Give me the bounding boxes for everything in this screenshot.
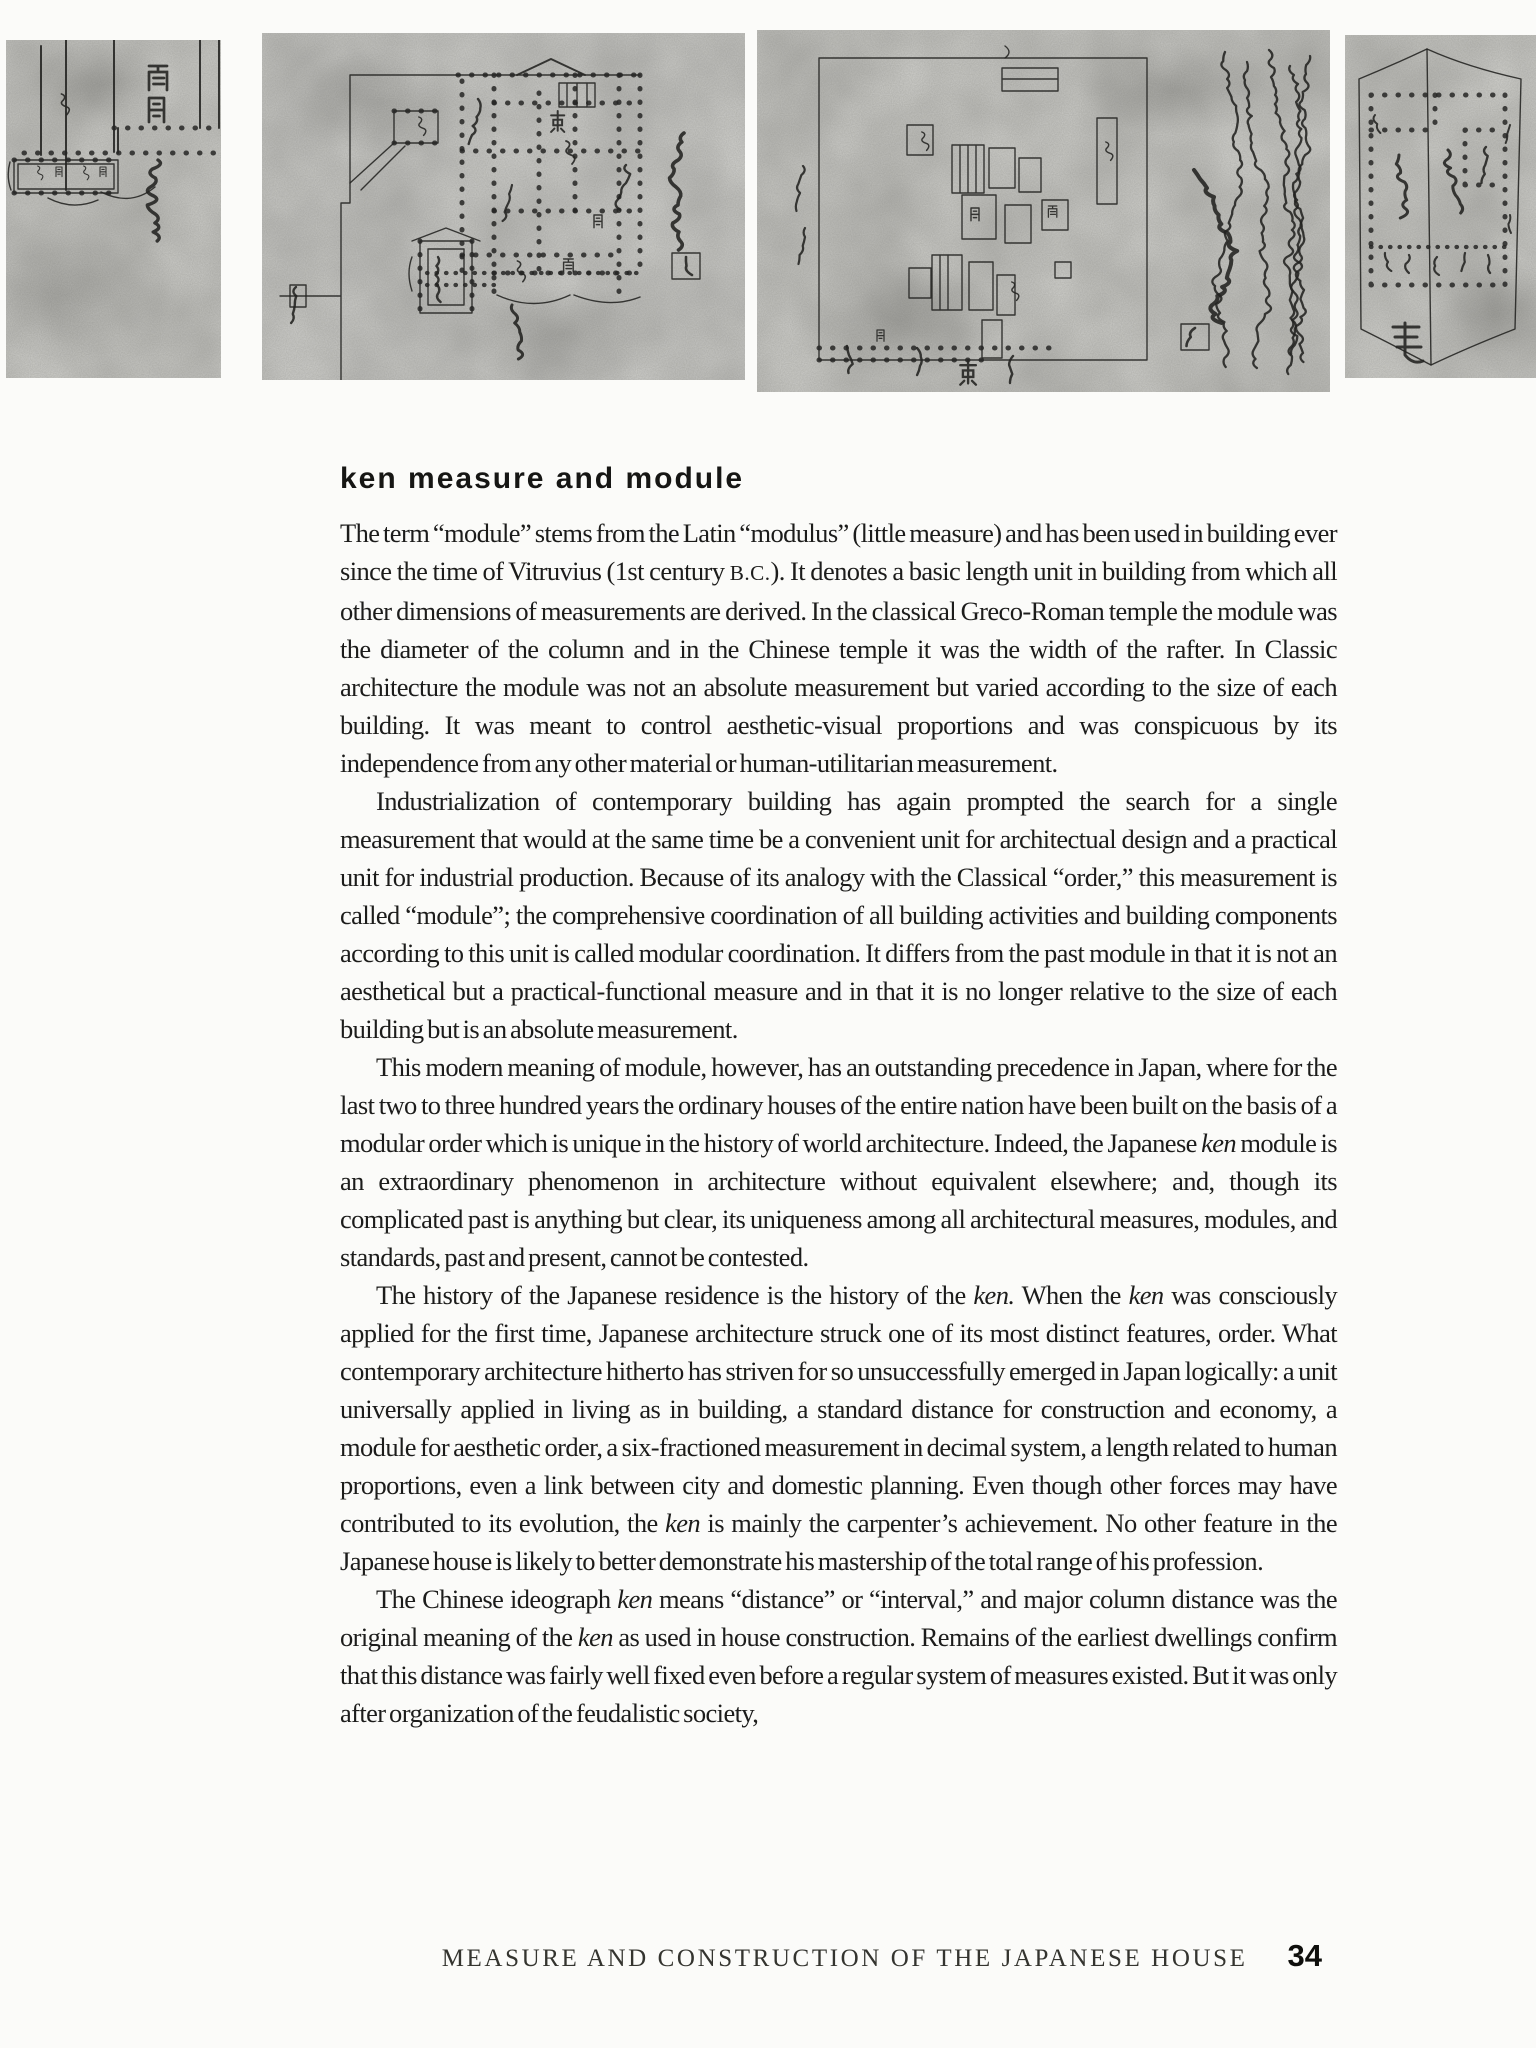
- paragraph-1: [340, 514, 1337, 782]
- text-segment: is mainly the carpenter’s achievement. No other feature in the Japanese house is likely to better demonstrate his mastership of the total range of his profession.: [340, 1508, 1337, 1576]
- text-segment: ken.: [973, 1280, 1015, 1310]
- text-segment: The history of the Japanese residence is the history of the: [376, 1280, 974, 1310]
- antique-floor-plan-4: [1345, 35, 1536, 378]
- paragraph-2: [340, 782, 1337, 1048]
- text-segment: ken: [617, 1584, 653, 1614]
- paragraph-5: [340, 1580, 1337, 1732]
- text-segment: This modern meaning of module, however, has an outstanding precedence in Japan, where for the last two to three hundred years the ordinary houses of the entire nation have been built on the basis of a modular order which is unique in the history of world architecture. Indeed, the Japanese: [340, 1052, 1337, 1158]
- floor-plan-drawing-3: [757, 30, 1330, 392]
- text-segment: ). It denotes a basic length unit in building from which all other dimensions of measurements are derived. In the classical Greco-Roman temple the module was the diameter of the column and in the Chinese temple it was the width of the rafter. In Classic architecture the module was not an absolute measurement but varied according to the size of each building. It was meant to control aesthetic-visual proportions and was conspicuous by its independence from any other material or human-utilitarian measurement.: [340, 556, 1337, 778]
- antique-floor-plan-1: [6, 40, 221, 378]
- paragraph-3: [340, 1048, 1337, 1276]
- text-segment: was consciously applied for the first time, Japanese architecture struck one of its most distinct features, order. What contemporary architecture hitherto has striven for so unsuccessfully emerged in Japan logically: a unit universally applied in living as in building, a standard distance for construction and economy, a module for aesthetic order, a six-fractioned measurement in decimal system, a length related to human proportions, even a link between city and domestic planning. Even though other forces may have contributed to its evolution, the: [340, 1280, 1337, 1538]
- text-segment: as used in house construction. Remains of the earliest dwellings confirm that this distance was fairly well fixed even before a regular system of measures existed. But it was only after organization of the feudalistic society,: [340, 1622, 1337, 1728]
- text-segment: ken: [1201, 1128, 1237, 1158]
- text-segment: The term “module” stems from the Latin “modulus” (little measure) and has been used in building ever since the time of Vitruvius (1st century: [340, 518, 1337, 586]
- text-segment: When the: [1014, 1280, 1129, 1310]
- section-heading: ken measure and module: [340, 462, 745, 495]
- article-body: [340, 514, 1337, 1732]
- page-footer: [340, 1938, 1322, 1974]
- text-segment: means “distance” or “interval,” and major column distance was the original meaning of the: [340, 1584, 1337, 1652]
- text-segment: The Chinese ideograph: [376, 1584, 618, 1614]
- running-title: MEASURE AND CONSTRUCTION OF THE JAPANESE HOUSE: [441, 1945, 1248, 1972]
- antique-floor-plan-2: [262, 33, 745, 380]
- antique-floor-plan-3: [757, 30, 1330, 392]
- page-number: 34: [1287, 1938, 1322, 1973]
- text-segment: B.C.: [729, 561, 771, 585]
- text-segment: ken: [1128, 1280, 1164, 1310]
- floor-plan-drawing-1: [6, 40, 221, 378]
- paragraph-4: [340, 1276, 1337, 1580]
- text-segment: module is an extraordinary phenomenon in architecture without equivalent elsewhere; and, though its complicated past is anything but clear, its uniqueness among all architectural measures, modules, and standards, past and present, cannot be contested.: [340, 1128, 1337, 1272]
- floor-plan-drawing-2: [262, 33, 745, 380]
- text-segment: Industrialization of contemporary building has again prompted the search for a single measurement that would at the same time be a convenient unit for architectual design and a practical unit for industrial production. Because of its analogy with the Classical “order,” this measurement is called “module”; the comprehensive coordination of all building activities and building components according to this unit is called modular coordination. It differs from the past module in that it is not an aesthetical but a practical-functional measure and in that it is no longer relative to the size of each building but is an absolute measurement.: [340, 786, 1337, 1044]
- floor-plan-drawing-4: [1345, 35, 1536, 378]
- text-segment: ken: [665, 1508, 701, 1538]
- text-segment: ken: [577, 1622, 613, 1652]
